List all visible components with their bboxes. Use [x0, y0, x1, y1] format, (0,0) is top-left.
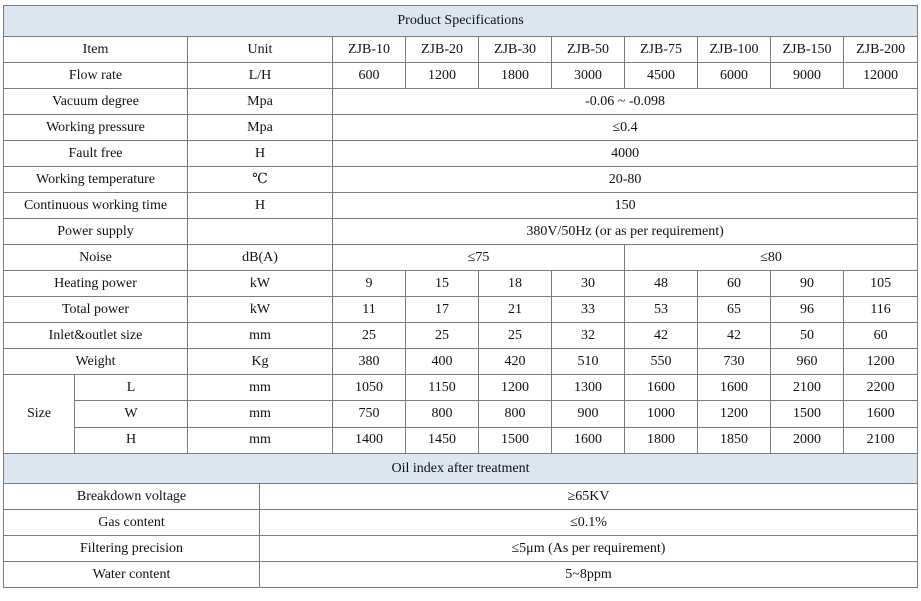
row-label: Continuous working time	[4, 193, 188, 219]
cell-value: 6000	[698, 63, 771, 89]
cell-value: ≥65KV	[260, 484, 918, 510]
cell-value: 1450	[406, 427, 479, 453]
cell-value: 1400	[333, 427, 406, 453]
row-label: Fault free	[4, 141, 188, 167]
fault-free-row	[4, 141, 918, 167]
cell-value: 11	[333, 297, 406, 323]
cell-value: 1050	[333, 375, 406, 401]
model-header: ZJB-150	[771, 37, 844, 63]
row-label: Water content	[4, 562, 260, 588]
cell-value: 1200	[698, 401, 771, 427]
row-unit: dB(A)	[188, 245, 333, 271]
model-header: ZJB-20	[406, 37, 479, 63]
cell-value: 4000	[333, 141, 918, 167]
working-pressure-row	[4, 115, 918, 141]
cell-value: 900	[552, 401, 625, 427]
cell-value: 2100	[771, 375, 844, 401]
item-header: Item	[4, 37, 188, 63]
header-row	[4, 37, 918, 63]
row-label: Vacuum degree	[4, 89, 188, 115]
row-unit: ℃	[188, 167, 333, 193]
cell-value: 60	[698, 271, 771, 297]
spec-sheet	[3, 5, 917, 588]
row-label: Flow rate	[4, 63, 188, 89]
cell-value: 53	[625, 297, 698, 323]
weight-row	[4, 349, 918, 375]
cell-value: 20-80	[333, 167, 918, 193]
row-label: Working pressure	[4, 115, 188, 141]
cell-value: 1200	[479, 375, 552, 401]
row-unit: kW	[188, 271, 333, 297]
cell-value: 1200	[406, 63, 479, 89]
cell-value: 25	[479, 323, 552, 349]
row-unit: Mpa	[188, 115, 333, 141]
vacuum-degree-row	[4, 89, 918, 115]
row-label: Total power	[4, 297, 188, 323]
cell-value: 17	[406, 297, 479, 323]
noise-row	[4, 245, 918, 271]
cell-value: 32	[552, 323, 625, 349]
model-header: ZJB-200	[844, 37, 918, 63]
cell-value: 2200	[844, 375, 918, 401]
cell-value: 60	[844, 323, 918, 349]
heating-power-row	[4, 271, 918, 297]
row-unit: mm	[188, 375, 333, 401]
cell-value: 550	[625, 349, 698, 375]
cell-value: 1800	[479, 63, 552, 89]
cell-value: 1850	[698, 427, 771, 453]
cell-value: 1600	[625, 375, 698, 401]
filtering-precision-row	[4, 536, 918, 562]
row-label: Inlet&outlet size	[4, 323, 188, 349]
cell-value: 750	[333, 401, 406, 427]
model-header: ZJB-100	[698, 37, 771, 63]
unit-header: Unit	[188, 37, 333, 63]
cell-value: 380V/50Hz (or as per requirement)	[333, 219, 918, 245]
cell-value: 3000	[552, 63, 625, 89]
oil-index-table	[3, 453, 918, 588]
cell-value: ≤80	[625, 245, 918, 271]
total-power-row	[4, 297, 918, 323]
row-unit: kW	[188, 297, 333, 323]
cell-value: 420	[479, 349, 552, 375]
cell-value: 1150	[406, 375, 479, 401]
cell-value: 800	[406, 401, 479, 427]
cell-value: 1800	[625, 427, 698, 453]
power-supply-row	[4, 219, 918, 245]
size-group-cell	[4, 375, 188, 454]
row-unit: Mpa	[188, 89, 333, 115]
size-label: Size	[4, 375, 75, 453]
cell-value: 30	[552, 271, 625, 297]
cell-value: 18	[479, 271, 552, 297]
product-specifications-table	[3, 5, 918, 454]
cell-value: 5~8ppm	[260, 562, 918, 588]
cell-value: 25	[406, 323, 479, 349]
cell-value: 90	[771, 271, 844, 297]
row-label: Power supply	[4, 219, 188, 245]
cell-value: 1500	[479, 427, 552, 453]
flow-rate-row	[4, 63, 918, 89]
size-l-label: L	[75, 375, 187, 401]
cell-value: 510	[552, 349, 625, 375]
model-header: ZJB-10	[333, 37, 406, 63]
cell-value: 800	[479, 401, 552, 427]
cell-value: ≤0.4	[333, 115, 918, 141]
row-label: Filtering precision	[4, 536, 260, 562]
cell-value: 9	[333, 271, 406, 297]
cell-value: 2100	[844, 427, 918, 453]
row-unit	[188, 219, 333, 245]
row-unit: Kg	[188, 349, 333, 375]
cell-value: 48	[625, 271, 698, 297]
row-label: Noise	[4, 245, 188, 271]
row-label: Gas content	[4, 510, 260, 536]
cell-value: 380	[333, 349, 406, 375]
cell-value: 1500	[771, 401, 844, 427]
row-label: Heating power	[4, 271, 188, 297]
row-label: Working temperature	[4, 167, 188, 193]
breakdown-voltage-row	[4, 484, 918, 510]
cell-value: 1600	[844, 401, 918, 427]
cell-value: 730	[698, 349, 771, 375]
row-label: Breakdown voltage	[4, 484, 260, 510]
oil-index-title: Oil index after treatment	[4, 454, 918, 484]
cell-value: 2000	[771, 427, 844, 453]
row-unit: mm	[188, 401, 333, 427]
cell-value: 1300	[552, 375, 625, 401]
continuous-working-time-row	[4, 193, 918, 219]
product-specifications-title: Product Specifications	[4, 6, 918, 37]
size-l-row	[4, 375, 918, 401]
cell-value: 42	[625, 323, 698, 349]
size-h-label: H	[125, 432, 137, 448]
cell-value: 116	[844, 297, 918, 323]
size-w-label: W	[75, 401, 187, 427]
model-header: ZJB-30	[479, 37, 552, 63]
cell-value: -0.06 ~ -0.098	[333, 89, 918, 115]
working-temperature-row	[4, 167, 918, 193]
cell-value: 50	[771, 323, 844, 349]
row-unit: mm	[188, 323, 333, 349]
cell-value: 150	[333, 193, 918, 219]
model-header: ZJB-75	[625, 37, 698, 63]
cell-value: 1000	[625, 401, 698, 427]
row-unit: H	[188, 193, 333, 219]
cell-value: 1600	[552, 427, 625, 453]
cell-value: 4500	[625, 63, 698, 89]
cell-value: ≤5μm (As per requirement)	[260, 536, 918, 562]
cell-value: 15	[406, 271, 479, 297]
gas-content-row	[4, 510, 918, 536]
cell-value: 65	[698, 297, 771, 323]
water-content-row	[4, 562, 918, 588]
row-unit: mm	[188, 427, 333, 453]
cell-value: 105	[844, 271, 918, 297]
cell-value: 600	[333, 63, 406, 89]
cell-value: 12000	[844, 63, 918, 89]
row-unit: H	[188, 141, 333, 167]
cell-value: 42	[698, 323, 771, 349]
cell-value: 96	[771, 297, 844, 323]
cell-value: 1200	[844, 349, 918, 375]
cell-value: 25	[333, 323, 406, 349]
cell-value: 9000	[771, 63, 844, 89]
cell-value: 21	[479, 297, 552, 323]
cell-value: 400	[406, 349, 479, 375]
inlet-outlet-size-row	[4, 323, 918, 349]
row-unit: L/H	[188, 63, 333, 89]
cell-value: 960	[771, 349, 844, 375]
model-header: ZJB-50	[552, 37, 625, 63]
cell-value: ≤75	[333, 245, 625, 271]
cell-value: 33	[552, 297, 625, 323]
row-label: Weight	[4, 349, 188, 375]
cell-value: ≤0.1%	[260, 510, 918, 536]
cell-value: 1600	[698, 375, 771, 401]
